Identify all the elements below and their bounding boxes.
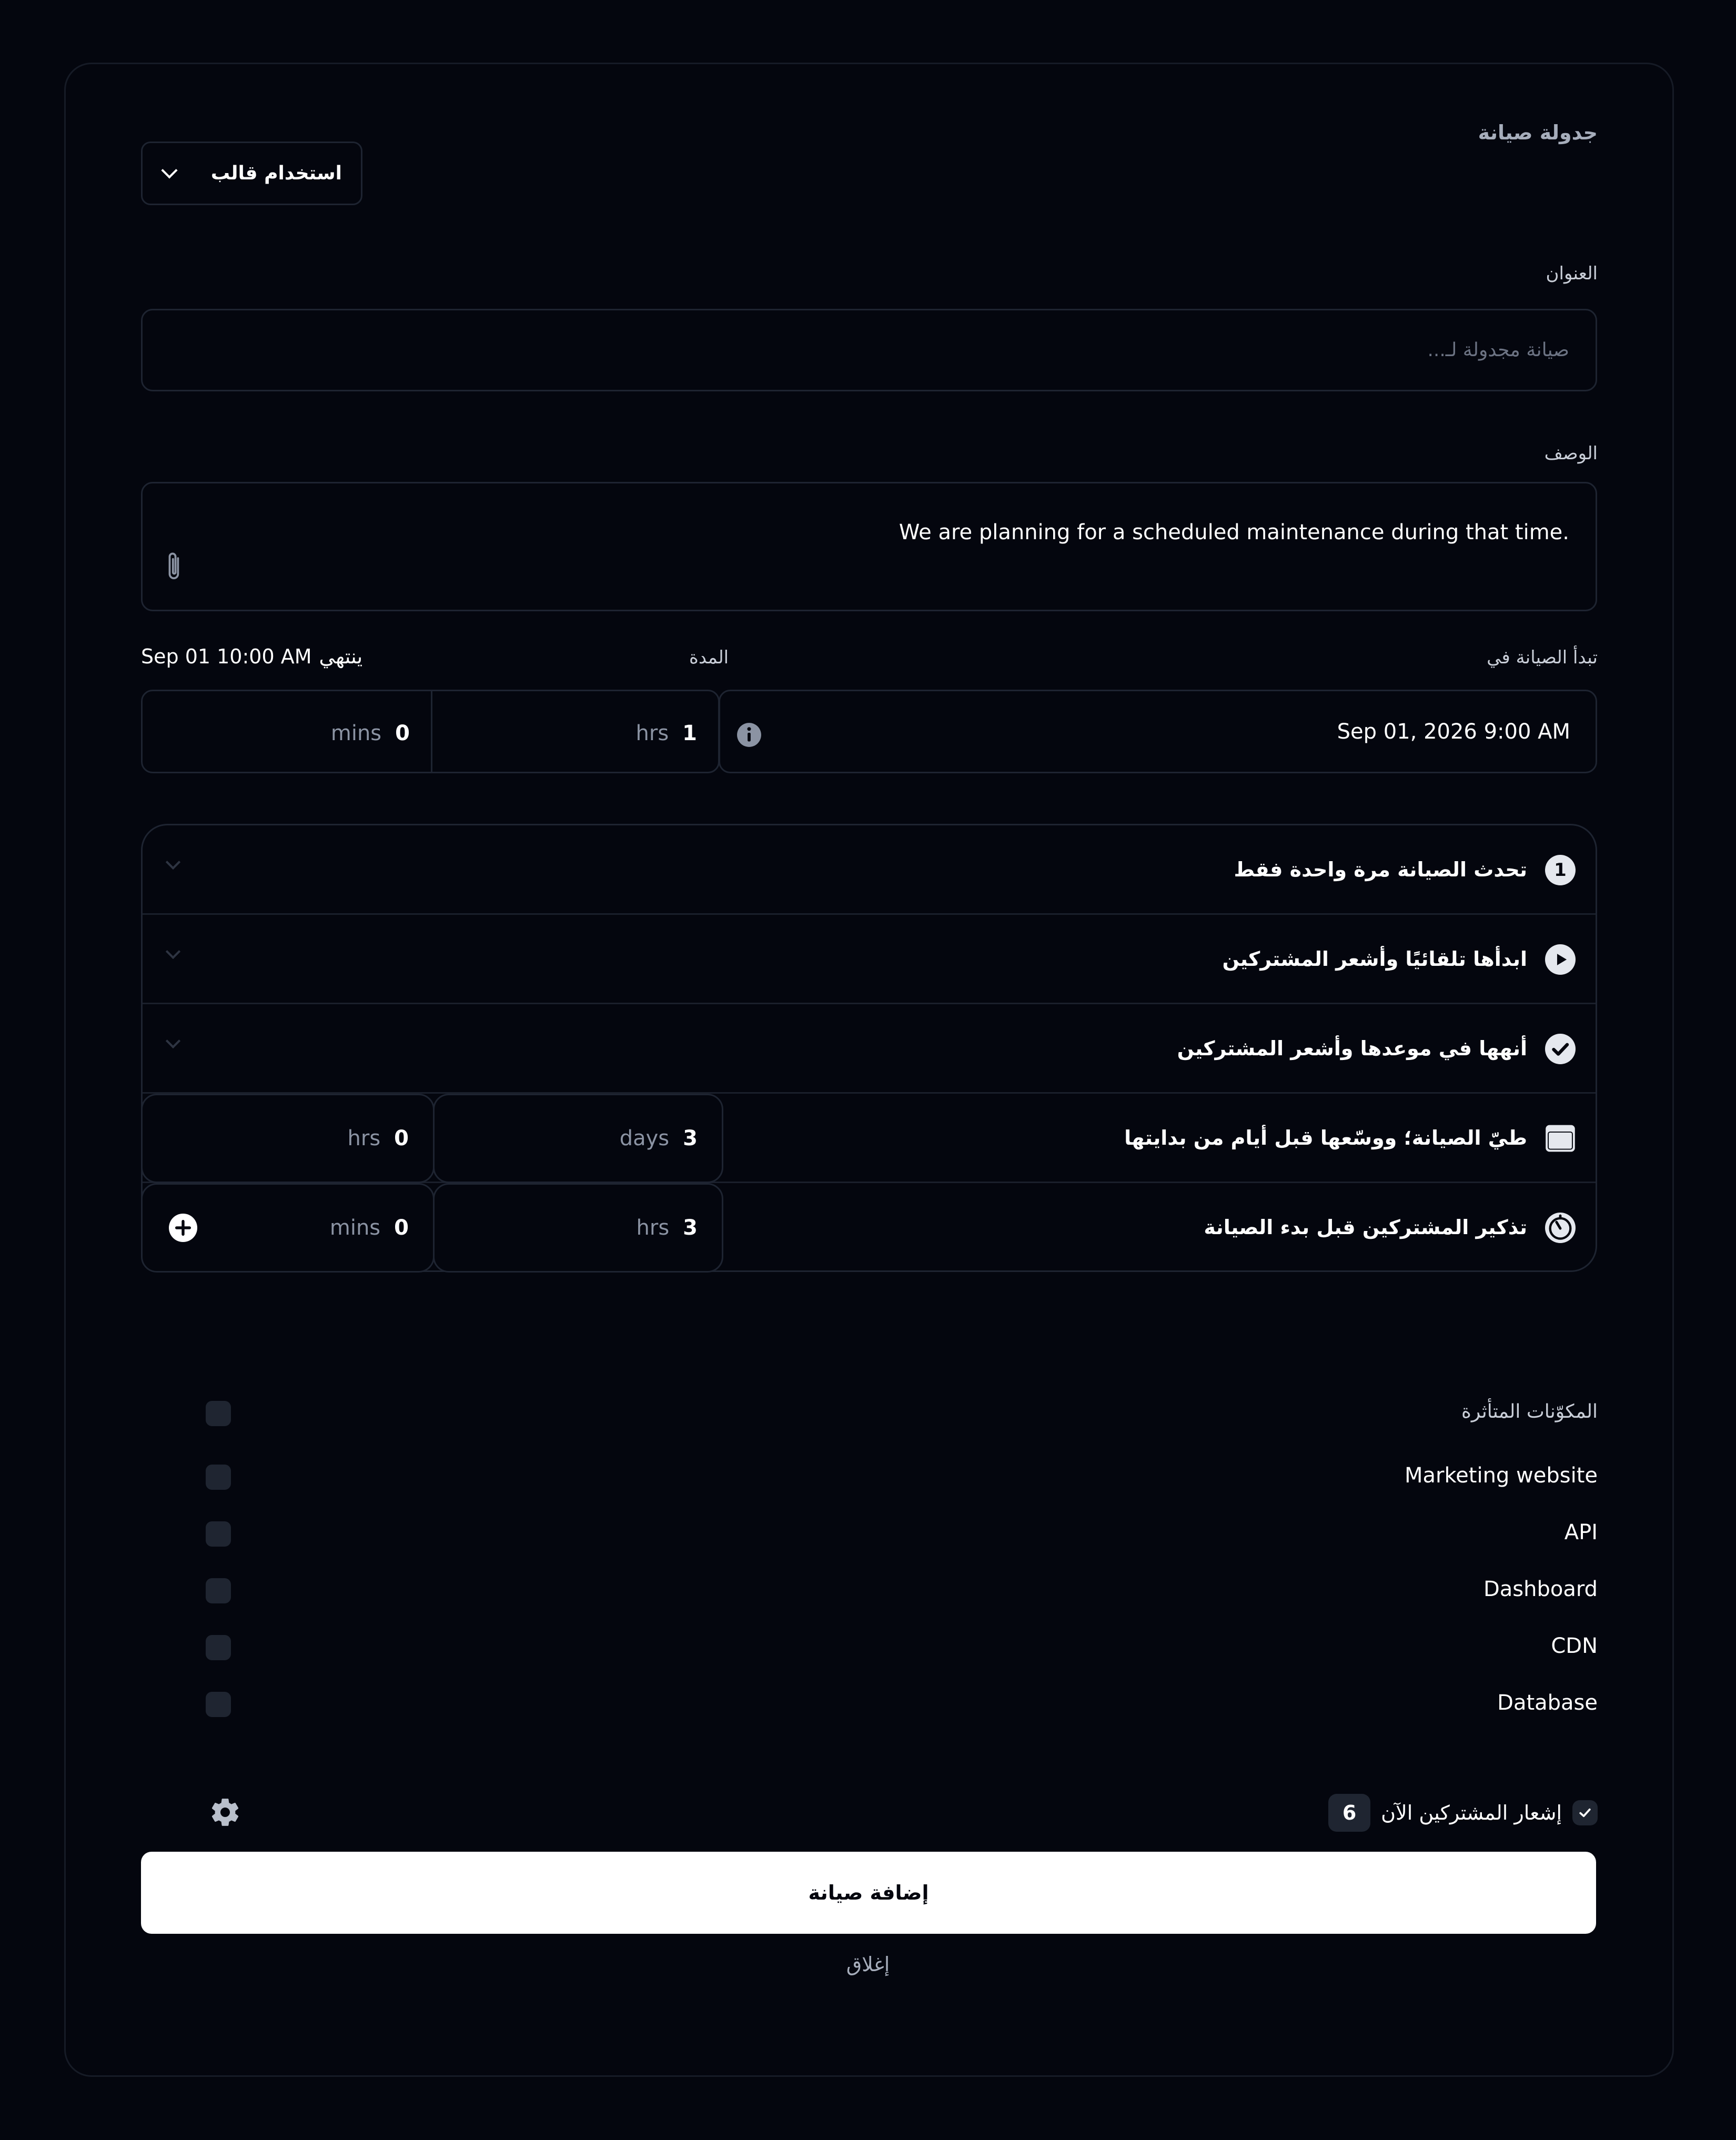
option-auto-start[interactable] [143,915,1596,1004]
component-item: API [1564,1520,1598,1545]
component-checkbox[interactable] [206,1692,231,1717]
option-auto-start-label: ابدأها تلقائيًا وأشعر المشتركين [1222,947,1527,971]
end-label: ينتهي [319,645,363,668]
fold-hours-value: 0 [394,1126,409,1150]
duration-hours-unit: hrs [635,721,669,745]
check-circle-icon [1545,1034,1576,1064]
duration-input-group [141,690,720,773]
subscriber-count-badge: 6 [1328,1794,1370,1832]
duration-divider [431,691,432,772]
title-label: العنوان [1546,263,1598,284]
use-template-dropdown[interactable] [141,142,362,205]
info-icon[interactable] [736,722,762,748]
duration-label: المدة [689,647,729,668]
affected-components-label: المكوّنات المتأثرة [1461,1401,1598,1422]
reminder-hours-value: 3 [683,1216,698,1240]
select-all-components-checkbox[interactable] [206,1401,231,1426]
reminder-mins-unit: mins [329,1216,381,1240]
chevron-down-icon[interactable] [166,1034,180,1048]
use-template-label: استخدام قالب [210,163,342,184]
duration-hours-value: 1 [682,721,697,745]
start-datetime-value: Sep 01, 2026 9:00 AM [1337,720,1570,744]
option-fold-label: طيّ الصيانة؛ ووسّعها قبل أيام من بدايتها [1124,1126,1527,1149]
number-one-icon: 1 [1545,855,1576,885]
end-value: Sep 01 10:00 AM [141,645,312,668]
maintenance-form-card [64,63,1674,2077]
option-auto-end-label: أنهها في موعدها وأشعر المشتركين [1177,1037,1527,1060]
title-input[interactable] [141,309,1597,391]
chevron-down-icon[interactable] [166,855,180,870]
reminder-hours-input[interactable] [433,1183,723,1273]
fold-days-value: 3 [683,1126,698,1150]
duration-mins-input[interactable] [143,691,431,775]
form-title: جدولة صيانة [1478,121,1598,144]
description-text: We are planning for a scheduled maintenance during that time. [899,520,1569,544]
description-label: الوصف [1544,443,1598,464]
duration-mins-value: 0 [395,721,410,745]
reminder-mins-value: 0 [394,1216,409,1240]
component-item: CDN [1551,1634,1598,1658]
fold-hours-input[interactable] [141,1094,435,1183]
duration-hours-input[interactable] [429,691,718,775]
option-once-label: تحدث الصيانة مرة واحدة فقط [1234,858,1527,881]
option-reminder-label: تذكير المشتركين قبل بدء الصيانة [1204,1216,1527,1239]
chevron-down-icon[interactable] [166,944,180,959]
option-auto-end[interactable] [143,1004,1596,1094]
notify-subscribers-checkbox[interactable] [1572,1800,1598,1825]
add-maintenance-button[interactable]: إضافة صيانة [141,1852,1596,1934]
paperclip-icon[interactable] [165,550,185,583]
option-fold [143,1094,1596,1183]
end-time-summary [141,645,362,668]
component-item: Database [1497,1691,1598,1715]
add-reminder-icon[interactable] [169,1214,197,1242]
chevron-down-icon [161,162,177,178]
duration-mins-unit: mins [330,721,382,745]
component-checkbox[interactable] [206,1635,231,1660]
component-checkbox[interactable] [206,1465,231,1490]
timer-icon [1545,1213,1576,1243]
fold-days-input[interactable] [433,1094,723,1183]
start-datetime-picker[interactable] [719,690,1597,773]
component-item: Dashboard [1483,1577,1598,1601]
option-reminder [143,1183,1596,1273]
check-icon [1577,1805,1593,1821]
notify-subscribers-row [1328,1794,1598,1832]
reminder-hours-unit: hrs [636,1216,670,1240]
notify-subscribers-label: إشعار المشتركين الآن [1381,1801,1562,1824]
fold-hours-unit: hrs [347,1126,381,1150]
component-checkbox[interactable] [206,1578,231,1603]
play-icon [1545,944,1576,975]
gear-icon[interactable] [209,1796,241,1829]
fold-days-unit: days [619,1126,670,1150]
component-item: Marketing website [1404,1463,1598,1488]
maintenance-options-list [141,824,1597,1272]
component-checkbox[interactable] [206,1521,231,1547]
description-textarea[interactable] [141,482,1597,611]
option-once[interactable] [143,825,1596,915]
close-button[interactable]: إغلاق [846,1953,890,1976]
start-label: تبدأ الصيانة في [1487,647,1598,668]
calendar-icon [1545,1124,1576,1153]
